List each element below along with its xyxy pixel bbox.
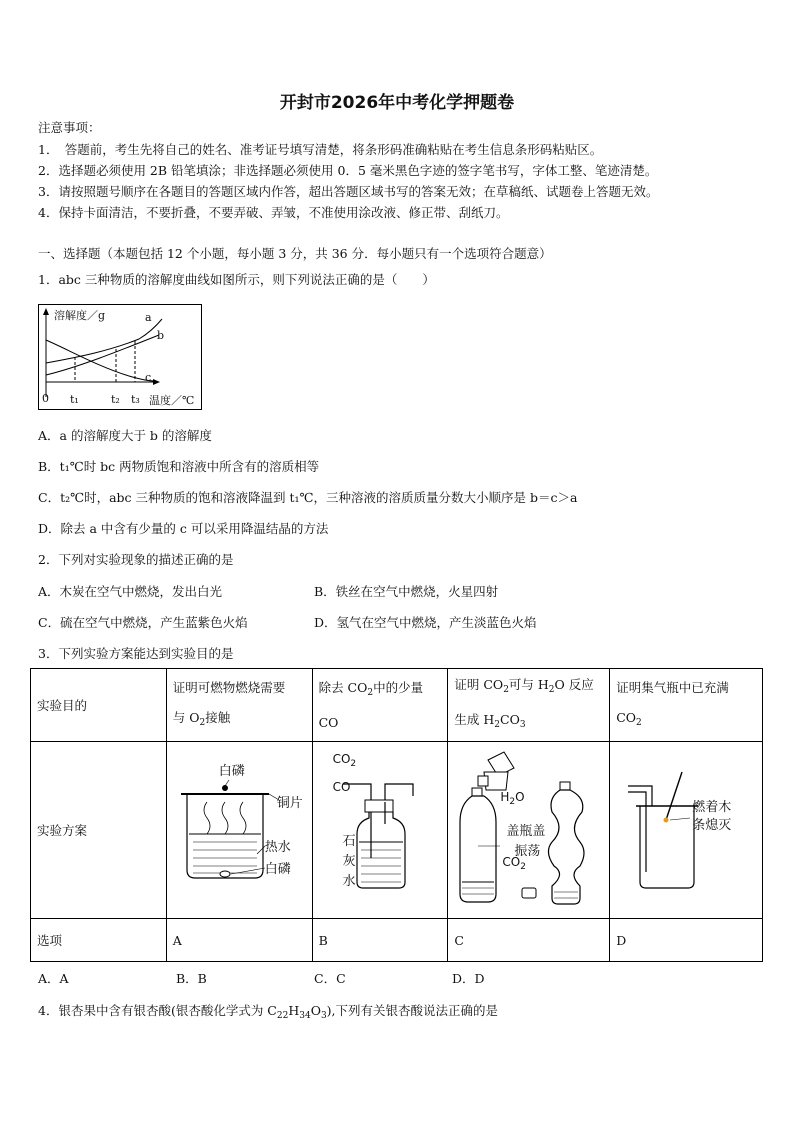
q2-option-d: D．氢气在空气中燃烧，产生淡蓝色火焰	[314, 615, 537, 630]
label-white-phosphorus-top: 白磷	[218, 764, 245, 779]
q1-option-a: A．a 的溶解度大于 b 的溶解度	[38, 428, 212, 443]
diagram-a	[166, 742, 312, 919]
q3-table	[30, 668, 763, 962]
choice-d: D	[610, 919, 763, 962]
purpose-a: 证明可燃物燃烧需要 与 $O_2$接触	[166, 669, 312, 742]
row-header-scheme: 实验方案	[31, 742, 167, 919]
row-header-choice: 选项	[31, 919, 167, 962]
choice-a: A	[166, 919, 312, 962]
section-heading: 一、选择题（本题包括 12 个小题，每小题 3 分，共 36 分．每小题只有一个选项符合题意）	[38, 246, 552, 261]
q1-option-d: D．除去 a 中含有少量的 c 可以采用降温结晶的方法	[38, 521, 329, 536]
origin-label: 0	[42, 392, 49, 405]
page-title: 开封市2026年中考化学押题卷	[279, 93, 515, 113]
diagram-d	[610, 742, 763, 919]
label-burning-stick: 燃着木	[692, 800, 732, 815]
purpose-b: 除去 $CO_2$中的少量 CO	[312, 669, 448, 742]
label-water: $H_2O$	[500, 790, 525, 807]
label-limewater-1: 石	[342, 834, 356, 849]
tick-t2: t₂	[111, 393, 120, 406]
q3-stem: 3．下列实验方案能达到实验目的是	[38, 646, 234, 661]
q3-option-d: D．D	[452, 971, 485, 986]
label-co2-bottle: $CO_2$	[502, 855, 526, 872]
label-co-inlet: CO	[332, 780, 351, 794]
q2-option-b: B．铁丝在空气中燃烧，火星四射	[314, 584, 499, 599]
label-copper-plate: 铜片	[276, 796, 303, 811]
q2-stem: 2．下列对实验现象的描述正确的是	[38, 552, 234, 567]
curve-b	[46, 335, 159, 375]
label-cap-bottle: 盖瓶盖	[506, 824, 546, 839]
q1-option-c: C．t₂℃时，abc 三种物质的饱和溶液降温到 t₁℃，三种溶液的溶质质量分数大小顺序是 b＝c＞a	[38, 490, 578, 505]
label-white-phosphorus-bottom: 白磷	[264, 862, 291, 877]
notice-item-3: 3．请按照题号顺序在各题目的答题区域内作答，超出答题区域书写的答案无效；在草稿纸、试题卷上答题无效。	[38, 184, 659, 199]
q1-option-b: B．t₁℃时 bc 两物质饱和溶液中所含有的溶质相等	[38, 459, 320, 474]
table-row	[31, 919, 763, 962]
label-limewater-2: 灰	[342, 854, 356, 869]
solubility-graph	[38, 304, 202, 410]
choice-c: C	[448, 919, 610, 962]
curve-b-label: b	[157, 329, 165, 342]
q2-option-a: A．木炭在空气中燃烧，发出白光	[38, 584, 223, 599]
table-row	[31, 742, 763, 919]
q1-stem: 1．abc 三种物质的溶解度曲线如图所示，则下列说法正确的是（ ）	[38, 272, 435, 287]
purpose-c: 证明 $CO_2$可与 $H_2O$ 反应 生成 $H_2CO_3$	[448, 669, 610, 742]
notice-heading: 注意事项：	[38, 120, 101, 135]
label-limewater-3: 水	[342, 874, 356, 889]
diagram-b	[312, 742, 448, 919]
diagram-c	[448, 742, 610, 919]
row-header-purpose: 实验目的	[31, 669, 167, 742]
choice-b: B	[312, 919, 448, 962]
y-axis-label: 溶解度／g	[54, 309, 106, 322]
curve-c-label: c	[145, 371, 152, 384]
label-co2-inlet: $CO_2$	[332, 752, 357, 769]
x-axis-label: 温度／℃	[149, 394, 195, 407]
label-hot-water: 热水	[264, 840, 291, 855]
notice-item-1: 1． 答题前，考生先将自己的姓名、准考证号填写清楚，将条形码准确粘贴在考生信息条形码粘贴区。	[38, 142, 603, 157]
notice-item-4: 4．保持卡面清洁，不要折叠，不要弄破、弄皱，不准使用涂改液、修正带、刮纸刀。	[38, 205, 509, 220]
curve-a-label: a	[145, 311, 152, 324]
label-shake: 振荡	[514, 844, 541, 859]
table-row	[31, 669, 763, 742]
q2-option-c: C．硫在空气中燃烧，产生蓝紫色火焰	[38, 615, 248, 630]
label-extinguished: 条熄灭	[692, 818, 732, 833]
notice-item-2: 2．选择题必须使用 2B 铅笔填涂；非选择题必须使用 0．5 毫米黑色字迹的签字笔书写，字体工整、笔迹清楚。	[38, 163, 658, 178]
q3-option-c: C．C	[314, 971, 346, 986]
curve-c	[46, 340, 155, 381]
q3-option-b: B．B	[176, 971, 207, 986]
tick-t1: t₁	[70, 393, 79, 406]
purpose-d: 证明集气瓶中已充满 $CO_2$	[610, 669, 763, 742]
q4-stem: 4．银杏果中含有银杏酸(银杏酸化学式为 $C_{22}H_{34}O_3$),下列有关银杏酸说法正确的是	[38, 1003, 499, 1021]
q3-option-a: A．A	[38, 971, 69, 986]
tick-t3: t₃	[131, 393, 140, 406]
